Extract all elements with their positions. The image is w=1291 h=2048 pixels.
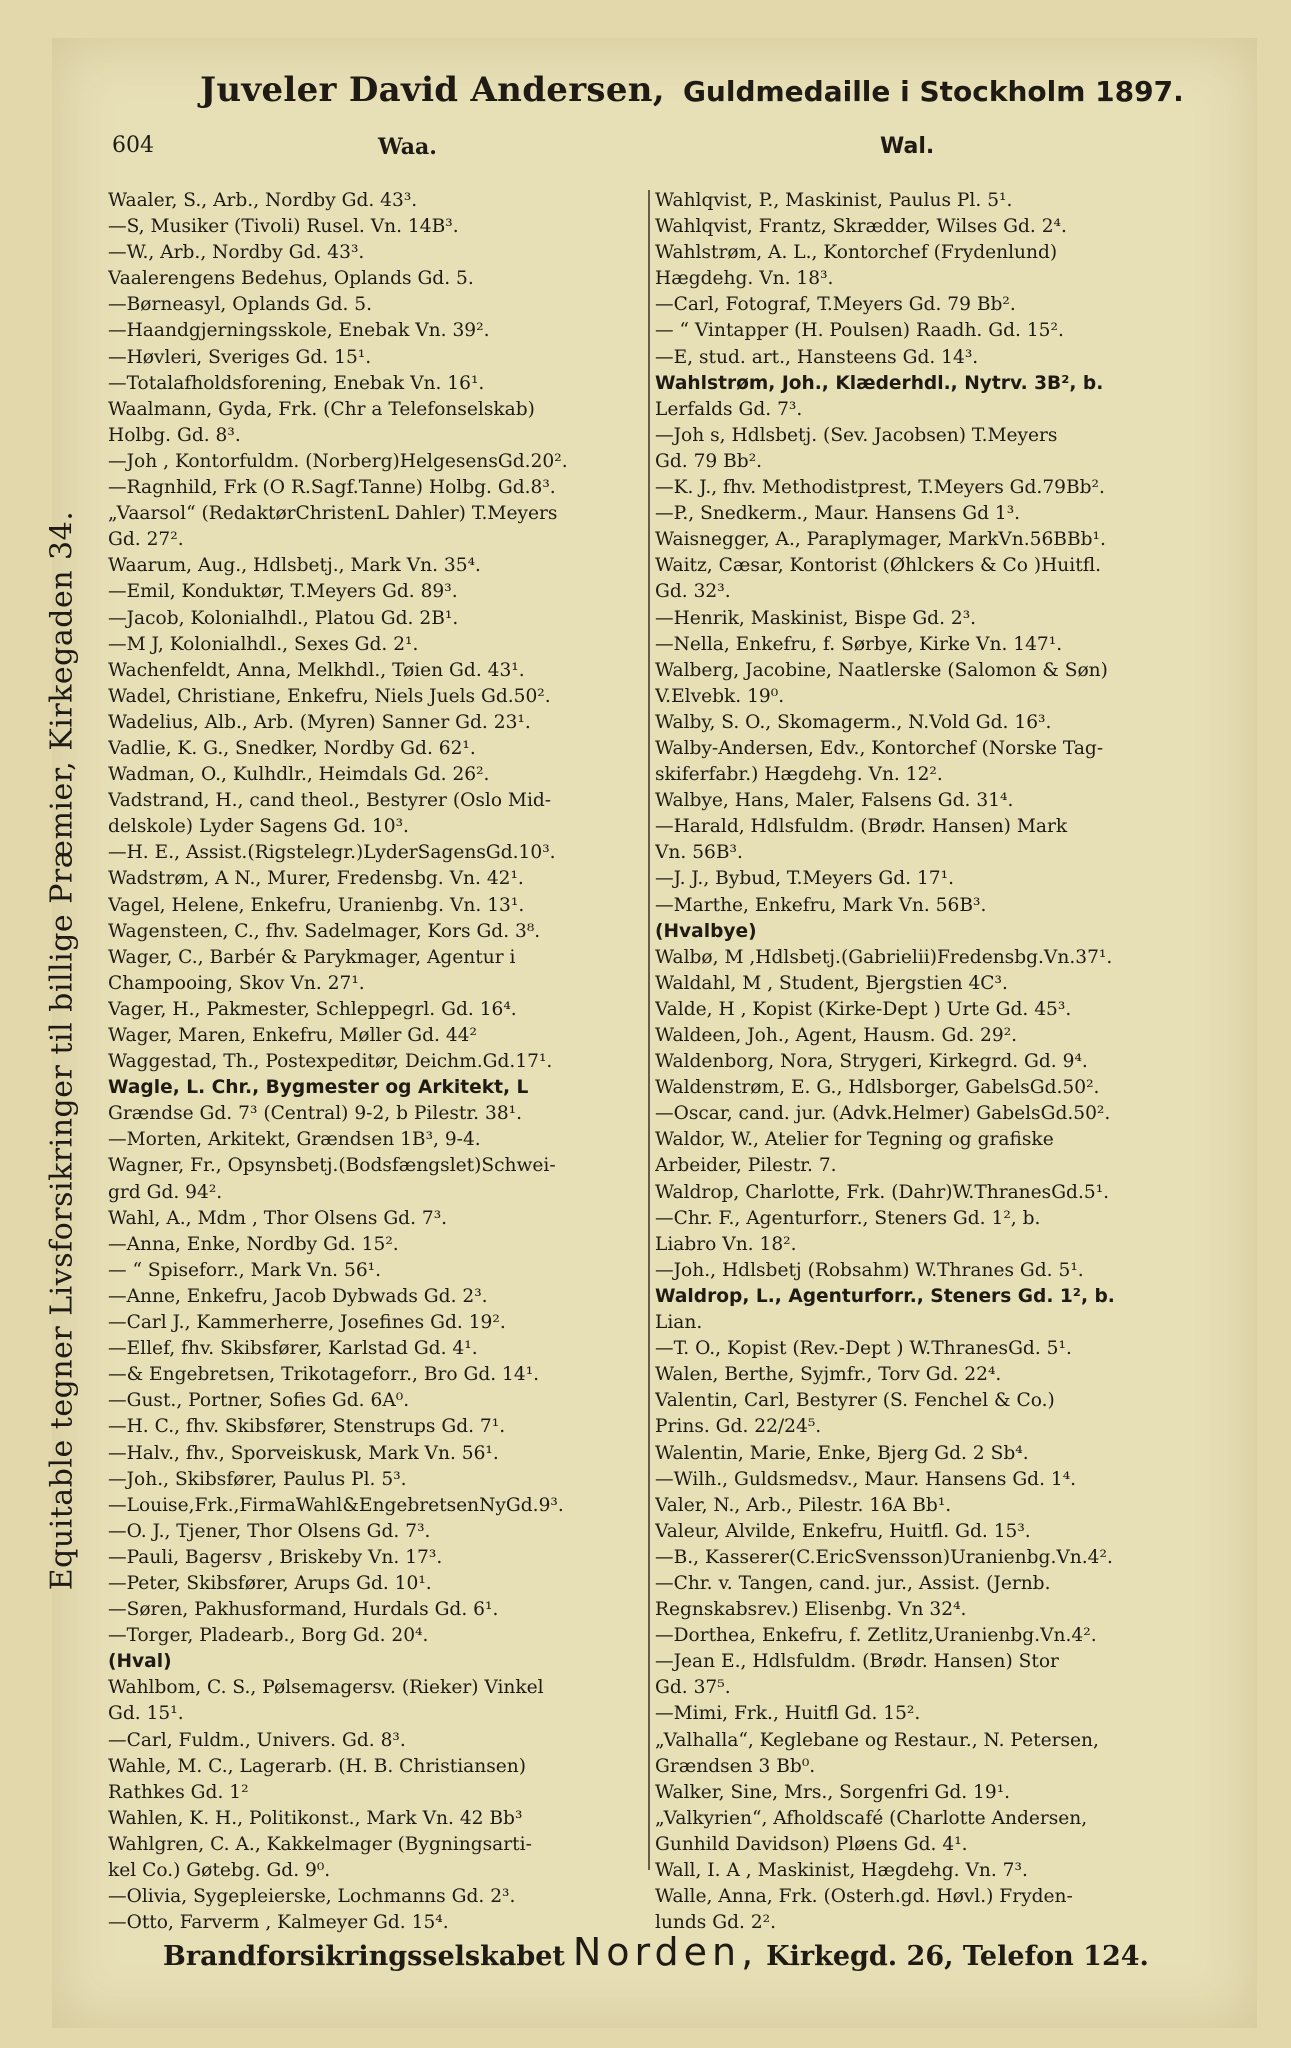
- directory-entry: —Oscar, cand. jur. (Advk.Helmer) GabelsGd.50².: [655, 1103, 1111, 1125]
- directory-entry: —H. C., fhv. Skibsfører, Stenstrups Gd. 7¹.: [108, 1416, 506, 1438]
- directory-entry: Waldenborg, Nora, Strygeri, Kirkegrd. Gd. 9⁴.: [655, 1051, 1088, 1073]
- directory-entry: —Gust., Portner, Sofies Gd. 6A⁰.: [108, 1390, 410, 1412]
- directory-entry: Wadman, O., Kulhdlr., Heimdals Gd. 26².: [108, 764, 490, 786]
- directory-entry: —Carl J., Kammerherre, Josefines Gd. 19².: [108, 1312, 506, 1334]
- directory-entry: —Wilh., Guldsmedsv., Maur. Hansens Gd. 1⁴.: [655, 1468, 1077, 1490]
- directory-entry: Wahlbom, C. S., Pølsemagersv. (Rieker) Vinkel: [108, 1677, 544, 1699]
- directory-entry: Gd. 32³.: [655, 581, 731, 603]
- directory-entry: Vagel, Helene, Enkefru, Uranienbg. Vn. 13¹.: [108, 894, 525, 916]
- directory-entry: —M J, Kolonialhdl., Sexes Gd. 2¹.: [108, 633, 419, 655]
- directory-entry: Waarum, Aug., Hdlsbetj., Mark Vn. 35⁴.: [108, 555, 481, 577]
- header-subtitle: Guldmedaille i Stockholm 1897.: [682, 75, 1184, 108]
- directory-entry: Gd. 27².: [108, 529, 184, 551]
- directory-entry: Wahle, M. C., Lagerarb. (H. B. Christiansen): [108, 1755, 527, 1777]
- directory-entry: Waisnegger, A., Paraplymager, MarkVn.56BBb¹.: [655, 529, 1106, 551]
- directory-entry: Wahlgren, C. A., Kakkelmager (Bygningsarti-: [108, 1833, 532, 1855]
- footer-company: Brandforsikringsselskabet: [163, 1941, 565, 1972]
- directory-entry: Walbø, M ,Hdlsbetj.(Gabrielii)Fredensbg.Vn.37¹.: [655, 946, 1113, 968]
- directory-entry: —Nella, Enkefru, f. Sørbye, Kirke Vn. 147¹.: [655, 633, 1063, 655]
- directory-entry: skiferfabr.) Hægdehg. Vn. 12².: [655, 764, 943, 786]
- page-header: [200, 70, 1184, 120]
- directory-entry: —Høvleri, Sveriges Gd. 15¹.: [108, 346, 372, 368]
- directory-entry: Hægdehg. Vn. 18³.: [655, 268, 834, 290]
- directory-entry: Wagensteen, C., fhv. Sadelmager, Kors Gd. 3⁸.: [108, 920, 541, 942]
- directory-entry: —Chr. v. Tangen, cand. jur., Assist. (Jernb.: [655, 1572, 1051, 1594]
- directory-entry: Walker, Sine, Mrs., Sorgenfri Gd. 19¹.: [655, 1781, 1011, 1803]
- directory-entry: —T. O., Kopist (Rev.-Dept ) W.ThranesGd. 5¹.: [655, 1338, 1072, 1360]
- directory-entry: — “ Vintapper (H. Poulsen) Raadh. Gd. 15².: [655, 320, 1064, 342]
- directory-entry: Gunhild Davidson) Pløens Gd. 4¹.: [655, 1833, 968, 1855]
- directory-entry: Valentin, Carl, Bestyrer (S. Fenchel & Co.): [655, 1390, 1055, 1412]
- directory-entry: Waldrop, Charlotte, Frk. (Dahr)W.ThranesGd.5¹.: [655, 1181, 1110, 1203]
- directory-entry: Valer, N., Arb., Pilestr. 16A Bb¹.: [655, 1494, 952, 1516]
- directory-entry: Walbye, Hans, Maler, Falsens Gd. 31⁴.: [655, 790, 1014, 812]
- directory-entry: Grændsen 3 Bb⁰.: [655, 1755, 816, 1777]
- directory-entry: —Carl, Fuldm., Univers. Gd. 8³.: [108, 1729, 406, 1751]
- directory-entry: Valeur, Alvilde, Enkefru, Huitfl. Gd. 15³.: [655, 1520, 1031, 1542]
- directory-entry: Lian.: [655, 1312, 703, 1334]
- directory-entry: —E, stud. art., Hansteens Gd. 14³.: [655, 346, 979, 368]
- directory-entry: kel Co.) Gøtebg. Gd. 9⁰.: [108, 1860, 331, 1881]
- directory-entry: Wager, Maren, Enkefru, Møller Gd. 44²: [108, 1025, 477, 1046]
- directory-entry: —Jean E., Hdlsfuldm. (Brødr. Hansen) Stor: [655, 1651, 1059, 1673]
- directory-entry: Wadelius, Alb., Arb. (Myren) Sanner Gd. 23¹.: [108, 711, 531, 733]
- directory-entry: „Valkyrien“, Afholdscafé (Charlotte Andersen,: [655, 1807, 1088, 1829]
- directory-entry: V.Elvebk. 19⁰.: [655, 685, 785, 707]
- directory-entry: —Harald, Hdlsfuldm. (Brødr. Hansen) Mark: [655, 816, 1068, 838]
- directory-entry: —Torger, Pladearb., Borg Gd. 20⁴.: [108, 1625, 429, 1647]
- directory-entry: Wall, I. A , Maskinist, Hægdehg. Vn. 7³.: [655, 1860, 1028, 1881]
- directory-entry: —W., Arb., Nordby Gd. 43³.: [108, 242, 365, 264]
- directory-entry: Wahlqvist, P., Maskinist, Paulus Pl. 5¹.: [655, 190, 1013, 211]
- directory-entry: —J. J., Bybud, T.Meyers Gd. 17¹.: [655, 868, 955, 890]
- directory-entry: —& Engebretsen, Trikotageforr., Bro Gd. 14¹.: [108, 1364, 540, 1386]
- directory-entry: Holbg. Gd. 8³.: [108, 424, 241, 446]
- directory-entry: —O. J., Tjener, Thor Olsens Gd. 7³.: [108, 1520, 431, 1542]
- directory-entry: Valde, H , Kopist (Kirke-Dept ) Urte Gd. 45³.: [655, 998, 1072, 1020]
- header-title: Juveler David Andersen,: [200, 70, 665, 110]
- directory-entry: Waggestad, Th., Postexpeditør, Deichm.Gd.17¹.: [108, 1051, 553, 1073]
- directory-entry: Vn. 56B³.: [655, 842, 743, 864]
- directory-entry: —Halv., fhv., Sporveiskusk, Mark Vn. 56¹.: [108, 1442, 499, 1464]
- directory-entry: —S, Musiker (Tivoli) Rusel. Vn. 14B³.: [108, 216, 459, 238]
- directory-entry: Wager, C., Barbér & Parykmager, Agentur i: [108, 946, 516, 968]
- directory-entry: —Ellef, fhv. Skibsfører, Karlstad Gd. 4¹.: [108, 1338, 478, 1360]
- directory-entry: Arbeider, Pilestr. 7.: [655, 1155, 837, 1177]
- directory-entry: —Otto, Farverm , Kalmeyer Gd. 15⁴.: [108, 1912, 449, 1934]
- directory-entry: —K. J., fhv. Methodistprest, T.Meyers Gd.79Bb².: [655, 477, 1105, 499]
- directory-entry: Waldahl, M , Student, Bjergstien 4C³.: [655, 972, 1008, 994]
- footer-address: Kirkegd. 26, Telefon 124.: [766, 1941, 1149, 1972]
- directory-entry: Prins. Gd. 22/24⁵.: [655, 1416, 822, 1438]
- directory-entry: —Joh s, Hdlsbetj. (Sev. Jacobsen) T.Meyers: [655, 424, 1058, 446]
- directory-entry: Wahl, A., Mdm , Thor Olsens Gd. 7³.: [108, 1207, 448, 1229]
- side-banner-text: Equitable tegner Livsforsikringer til billige Præmier, Kirkegaden 34.: [44, 510, 80, 1590]
- directory-entry: Wagle, L. Chr., Bygmester og Arkitekt, L: [108, 1077, 529, 1099]
- directory-entry: Walby, S. O., Skomagerm., N.Vold Gd. 16³.: [655, 711, 1052, 733]
- directory-entry: Walle, Anna, Frk. (Osterh.gd. Høvl.) Fryden-: [655, 1886, 1073, 1908]
- directory-entry: Liabro Vn. 18².: [655, 1233, 797, 1255]
- directory-entry: lunds Gd. 2².: [655, 1912, 777, 1934]
- directory-entry: Walentin, Marie, Enke, Bjerg Gd. 2 Sb⁴.: [655, 1442, 1029, 1464]
- directory-entry: —Emil, Konduktør, T.Meyers Gd. 89³.: [108, 581, 458, 603]
- directory-entry: Waldeen, Joh., Agent, Hausm. Gd. 29².: [655, 1025, 1018, 1046]
- running-head-left: Waa.: [378, 134, 437, 160]
- directory-entry: —Joh., Skibsfører, Paulus Pl. 5³.: [108, 1468, 407, 1490]
- directory-entry: grd Gd. 94².: [108, 1181, 223, 1203]
- directory-entry: —Joh , Kontorfuldm. (Norberg)HelgesensGd.20².: [108, 450, 568, 472]
- directory-entry: Champooing, Skov Vn. 27¹.: [108, 972, 365, 994]
- directory-entry: (Hval): [108, 1651, 172, 1673]
- left-column: [108, 188, 646, 1936]
- directory-entry: Vadstrand, H., cand theol., Bestyrer (Oslo Mid-: [108, 790, 552, 812]
- directory-entry: —Joh., Hdlsbetj (Robsahm) W.Thranes Gd. 5¹.: [655, 1259, 1084, 1281]
- directory-entry: Lerfalds Gd. 7³.: [655, 398, 803, 420]
- directory-entry: —Søren, Pakhusformand, Hurdals Gd. 6¹.: [108, 1599, 499, 1621]
- directory-entry: Wahlqvist, Frantz, Skrædder, Wilses Gd. 2⁴.: [655, 216, 1067, 238]
- directory-entry: „Vaarsol“ (RedaktørChristenL Dahler) T.Meyers: [108, 503, 558, 525]
- directory-entry: Vadlie, K. G., Snedker, Nordby Gd. 62¹.: [108, 737, 476, 759]
- directory-entry: Walen, Berthe, Syjmfr., Torv Gd. 22⁴.: [655, 1364, 1002, 1386]
- directory-entry: —Børneasyl, Oplands Gd. 5.: [108, 294, 373, 316]
- directory-entry: —Henrik, Maskinist, Bispe Gd. 2³.: [655, 607, 977, 629]
- directory-entry: —Ragnhild, Frk (O R.Sagf.Tanne) Holbg. Gd.8³.: [108, 477, 556, 499]
- directory-entry: Walberg, Jacobine, Naatlerske (Salomon & Søn): [655, 659, 1108, 681]
- directory-entry: Gd. 37⁵.: [655, 1677, 731, 1699]
- directory-entry: —Totalafholdsforening, Enebak Vn. 16¹.: [108, 372, 485, 394]
- directory-entry: —Jacob, Kolonialhdl., Platou Gd. 2B¹.: [108, 607, 459, 629]
- directory-entry: —Anna, Enke, Nordby Gd. 15².: [108, 1233, 399, 1255]
- directory-entry: Wachenfeldt, Anna, Melkhdl., Tøien Gd. 43¹.: [108, 659, 525, 681]
- directory-entry: Wahlstrøm, Joh., Klæderhdl., Nytrv. 3B², b.: [655, 372, 1104, 394]
- column-divider: [648, 190, 650, 1870]
- side-banner: [22, 340, 102, 1760]
- directory-entry: Waalmann, Gyda, Frk. (Chr a Telefonselskab): [108, 398, 535, 420]
- directory-entry: (Hvalbye): [655, 920, 757, 942]
- directory-entry: Waldor, W., Atelier for Tegning og grafiske: [655, 1129, 1054, 1151]
- directory-entry: „Valhalla“, Keglebane og Restaur., N. Petersen,: [655, 1729, 1099, 1751]
- directory-entry: —Haandgjerningsskole, Enebak Vn. 39².: [108, 320, 490, 342]
- directory-entry: —B., Kasserer(C.EricSvensson)Uranienbg.Vn.4².: [655, 1546, 1113, 1568]
- directory-entry: Waitz, Cæsar, Kontorist (Øhlckers & Co )Huitfl.: [655, 555, 1102, 577]
- directory-entry: —Pauli, Bagersv , Briskeby Vn. 17³.: [108, 1546, 443, 1568]
- directory-entry: —P., Snedkerm., Maur. Hansens Gd 1³.: [655, 503, 1021, 525]
- directory-entry: Wagner, Fr., Opsynsbetj.(Bodsfængslet)Schwei-: [108, 1155, 556, 1177]
- page-number: 604: [112, 133, 154, 158]
- directory-entry: Grændse Gd. 7³ (Central) 9-2, b Pilestr. 38¹.: [108, 1103, 523, 1125]
- directory-entry: —Marthe, Enkefru, Mark Vn. 56B³.: [655, 894, 987, 916]
- directory-entry: — “ Spiseforr., Mark Vn. 56¹.: [108, 1259, 382, 1281]
- directory-entry: Wadel, Christiane, Enkefru, Niels Juels Gd.50².: [108, 685, 551, 707]
- running-head-right: Wal.: [880, 134, 935, 159]
- directory-entry: —Chr. F., Agenturforr., Steners Gd. 1², b.: [655, 1207, 1041, 1229]
- directory-entry: Rathkes Gd. 1²: [108, 1781, 249, 1803]
- directory-entry: Vaalerengens Bedehus, Oplands Gd. 5.: [108, 268, 474, 290]
- directory-entry: —Anne, Enkefru, Jacob Dybwads Gd. 2³.: [108, 1285, 488, 1307]
- directory-entry: Gd. 79 Bb².: [655, 450, 763, 472]
- directory-entry: Waldenstrøm, E. G., Hdlsborger, GabelsGd.50².: [655, 1077, 1100, 1099]
- footer-brand: Norden,: [572, 1930, 759, 1974]
- directory-entry: Wahlen, K. H., Politikonst., Mark Vn. 42 Bb³: [108, 1807, 523, 1829]
- directory-entry: Wadstrøm, A N., Murer, Fredensbg. Vn. 42¹.: [108, 868, 524, 890]
- directory-entry: —Peter, Skibsfører, Arups Gd. 10¹.: [108, 1572, 432, 1594]
- directory-entry: —H. E., Assist.(Rigstelegr.)LyderSagensGd.10³.: [108, 842, 556, 864]
- directory-entry: Walby-Andersen, Edv., Kontorchef (Norske Tag-: [655, 737, 1104, 759]
- directory-entry: Regnskabsrev.) Elisenbg. Vn 32⁴.: [655, 1599, 967, 1621]
- directory-entry: —Olivia, Sygepleierske, Lochmanns Gd. 2³.: [108, 1886, 516, 1908]
- directory-entry: —Carl, Fotograf, T.Meyers Gd. 79 Bb².: [655, 294, 1016, 316]
- directory-entry: Waldrop, L., Agenturforr., Steners Gd. 1², b.: [655, 1285, 1115, 1307]
- page-footer: [96, 1930, 1216, 1980]
- right-column: [655, 188, 1191, 1936]
- directory-entry: —Morten, Arkitekt, Grændsen 1B³, 9-4.: [108, 1129, 481, 1151]
- directory-entry: Wahlstrøm, A. L., Kontorchef (Frydenlund): [655, 242, 1058, 264]
- directory-entry: delskole) Lyder Sagens Gd. 10³.: [108, 816, 409, 838]
- directory-entry: —Dorthea, Enkefru, f. Zetlitz,Uranienbg.Vn.4².: [655, 1625, 1097, 1647]
- directory-entry: Gd. 15¹.: [108, 1703, 184, 1725]
- directory-entry: Vager, H., Pakmester, Schleppegrl. Gd. 16⁴.: [108, 998, 517, 1020]
- directory-entry: Waaler, S., Arb., Nordby Gd. 43³.: [108, 190, 418, 211]
- directory-entry: —Mimi, Frk., Huitfl Gd. 15².: [655, 1703, 921, 1725]
- directory-entry: —Louise,Frk.,FirmaWahl&EngebretsenNyGd.9³.: [108, 1494, 564, 1516]
